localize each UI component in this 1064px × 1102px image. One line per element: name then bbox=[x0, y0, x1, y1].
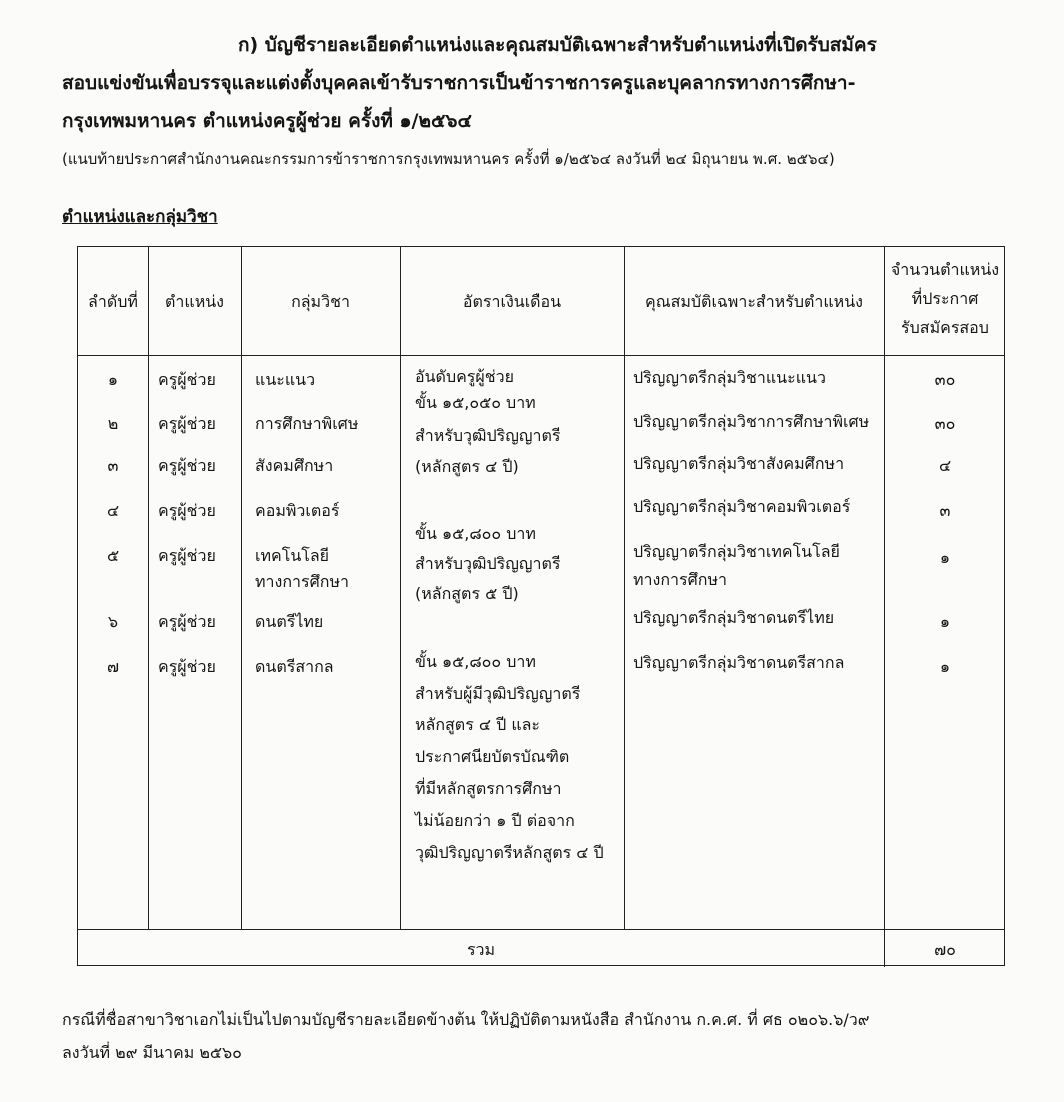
row-5-qualification-line-2: ทางการศึกษา bbox=[633, 570, 727, 589]
doc-heading-line-2: สอบแข่งขันเพื่อบรรจุและแต่งตั้งบุคคลเข้ารับราชการเป็นข้าราชการครูและบุคลากรทางการศึกษา- bbox=[62, 72, 856, 94]
salary-block-3-line-1: ขั้น ๑๕,๘๐๐ บาท bbox=[415, 652, 536, 671]
row-1-qualification: ปริญญาตรีกลุ่มวิชาแนะแนว bbox=[633, 368, 826, 387]
row-7-count: ๑ bbox=[939, 657, 951, 676]
salary-block-3-line-2: สำหรับผู้มีวุฒิปริญญาตรี bbox=[415, 684, 581, 703]
row-4-position: ครูผู้ช่วย bbox=[158, 501, 216, 520]
row-5-subject: เทคโนโลยี bbox=[255, 546, 330, 565]
row-7-subject: ดนตรีสากล bbox=[255, 657, 334, 676]
row-6-qualification: ปริญญาตรีกลุ่มวิชาดนตรีไทย bbox=[633, 608, 835, 627]
header-no: ลำดับที่ bbox=[88, 292, 138, 311]
section-title: ตำแหน่งและกลุ่มวิชา bbox=[62, 207, 218, 227]
salary-block-3-line-3: หลักสูตร ๔ ปี และ bbox=[415, 715, 541, 734]
doc-heading-line-3: กรุงเทพมหานคร ตำแหน่งครูผู้ช่วย ครั้งที่ ๑/๒๕๖๔ bbox=[62, 110, 472, 132]
row-6-subject: ดนตรีไทย bbox=[255, 612, 324, 631]
row-4-no: ๔ bbox=[106, 501, 120, 520]
row-2-no: ๒ bbox=[107, 414, 119, 433]
row-4-count: ๓ bbox=[939, 501, 951, 520]
row-6-position: ครูผู้ช่วย bbox=[158, 612, 216, 631]
row-3-subject: สังคมศึกษา bbox=[255, 456, 334, 475]
header-count-line-3: รับสมัครสอบ bbox=[901, 318, 989, 337]
row-2-count: ๓๐ bbox=[934, 414, 956, 433]
salary-block-1-line-4: (หลักสูตร ๔ ปี) bbox=[415, 457, 519, 476]
row-1-no: ๑ bbox=[107, 370, 119, 389]
row-5-qualification: ปริญญาตรีกลุ่มวิชาเทคโนโลยี bbox=[633, 542, 840, 561]
row-7-qualification: ปริญญาตรีกลุ่มวิชาดนตรีสากล bbox=[633, 653, 845, 672]
doc-reference-note: (แนบท้ายประกาศสำนักงานคณะกรรมการข้าราชการกรุงเทพมหานคร ครั้งที่ ๑/๒๕๖๔ ลงวันที่ ๒๔ มิถุนายน พ.ศ. ๒๕๖๔) bbox=[62, 150, 835, 168]
footer-note-line-2: ลงวันที่ ๒๙ มีนาคม ๒๕๖๐ bbox=[62, 1043, 242, 1062]
header-qualification: คุณสมบัติเฉพาะสำหรับตำแหน่ง bbox=[645, 292, 863, 311]
row-2-qualification: ปริญญาตรีกลุ่มวิชาการศึกษาพิเศษ bbox=[633, 412, 870, 431]
row-3-position: ครูผู้ช่วย bbox=[158, 456, 216, 475]
salary-block-2-line-1: ขั้น ๑๕,๘๐๐ บาท bbox=[415, 524, 536, 543]
row-6-count: ๑ bbox=[939, 612, 951, 631]
header-count-line-2: ที่ประกาศ bbox=[911, 289, 979, 308]
total-label: รวม bbox=[466, 940, 496, 959]
header-count-line-1: จำนวนตำแหน่ง bbox=[890, 260, 1000, 279]
salary-block-3-line-7: วุฒิปริญญาตรีหลักสูตร ๔ ปี bbox=[415, 843, 604, 862]
row-3-no: ๓ bbox=[107, 456, 119, 475]
row-1-subject: แนะแนว bbox=[255, 370, 316, 389]
row-6-no: ๖ bbox=[107, 612, 119, 631]
row-7-no: ๗ bbox=[106, 657, 120, 676]
salary-block-1-line-3: สำหรับวุฒิปริญญาตรี bbox=[415, 426, 561, 445]
row-3-count: ๔ bbox=[938, 456, 952, 475]
header-salary: อัตราเงินเดือน bbox=[462, 292, 562, 311]
salary-block-3-line-5: ที่มีหลักสูตรการศึกษา bbox=[415, 779, 562, 798]
salary-block-3-line-4: ประกาศนียบัตรบัณฑิต bbox=[415, 747, 570, 766]
header-position: ตำแหน่ง bbox=[165, 292, 224, 311]
footer-note-line-1: กรณีที่ชื่อสาขาวิชาเอกไม่เป็นไปตามบัญชีรายละเอียดข้างต้น ให้ปฏิบัติตามหนังสือ สำนักงาน ก.ค.ศ. ที่ ศธ ๐๒๐๖.๖/ว๙ bbox=[62, 1010, 870, 1029]
salary-block-2-line-3: (หลักสูตร ๕ ปี) bbox=[415, 584, 519, 603]
row-5-no: ๕ bbox=[106, 546, 120, 565]
row-1-position: ครูผู้ช่วย bbox=[158, 370, 216, 389]
row-3-qualification: ปริญญาตรีกลุ่มวิชาสังคมศึกษา bbox=[633, 454, 845, 473]
row-4-subject: คอมพิวเตอร์ bbox=[255, 501, 340, 520]
row-1-count: ๓๐ bbox=[934, 370, 956, 389]
salary-block-1-line-1: อันดับครูผู้ช่วย bbox=[415, 367, 514, 386]
row-4-qualification: ปริญญาตรีกลุ่มวิชาคอมพิวเตอร์ bbox=[633, 497, 851, 516]
doc-heading-line-1: ก) บัญชีรายละเอียดตำแหน่งและคุณสมบัติเฉพาะสำหรับตำแหน่งที่เปิดรับสมัคร bbox=[238, 34, 877, 56]
total-value: ๗๐ bbox=[934, 940, 956, 959]
header-subject: กลุ่มวิชา bbox=[291, 292, 350, 311]
row-5-position: ครูผู้ช่วย bbox=[158, 546, 216, 565]
row-5-count: ๑ bbox=[939, 548, 951, 567]
row-2-subject: การศึกษาพิเศษ bbox=[255, 414, 359, 433]
positions-table bbox=[77, 246, 1005, 966]
salary-block-2-line-2: สำหรับวุฒิปริญญาตรี bbox=[415, 554, 561, 573]
row-5-subject-line-2: ทางการศึกษา bbox=[255, 572, 349, 591]
row-2-position: ครูผู้ช่วย bbox=[158, 414, 216, 433]
salary-block-3-line-6: ไม่น้อยกว่า ๑ ปี ต่อจาก bbox=[415, 811, 575, 830]
salary-block-1-line-2: ขั้น ๑๕,๐๕๐ บาท bbox=[415, 393, 536, 412]
row-7-position: ครูผู้ช่วย bbox=[158, 657, 216, 676]
